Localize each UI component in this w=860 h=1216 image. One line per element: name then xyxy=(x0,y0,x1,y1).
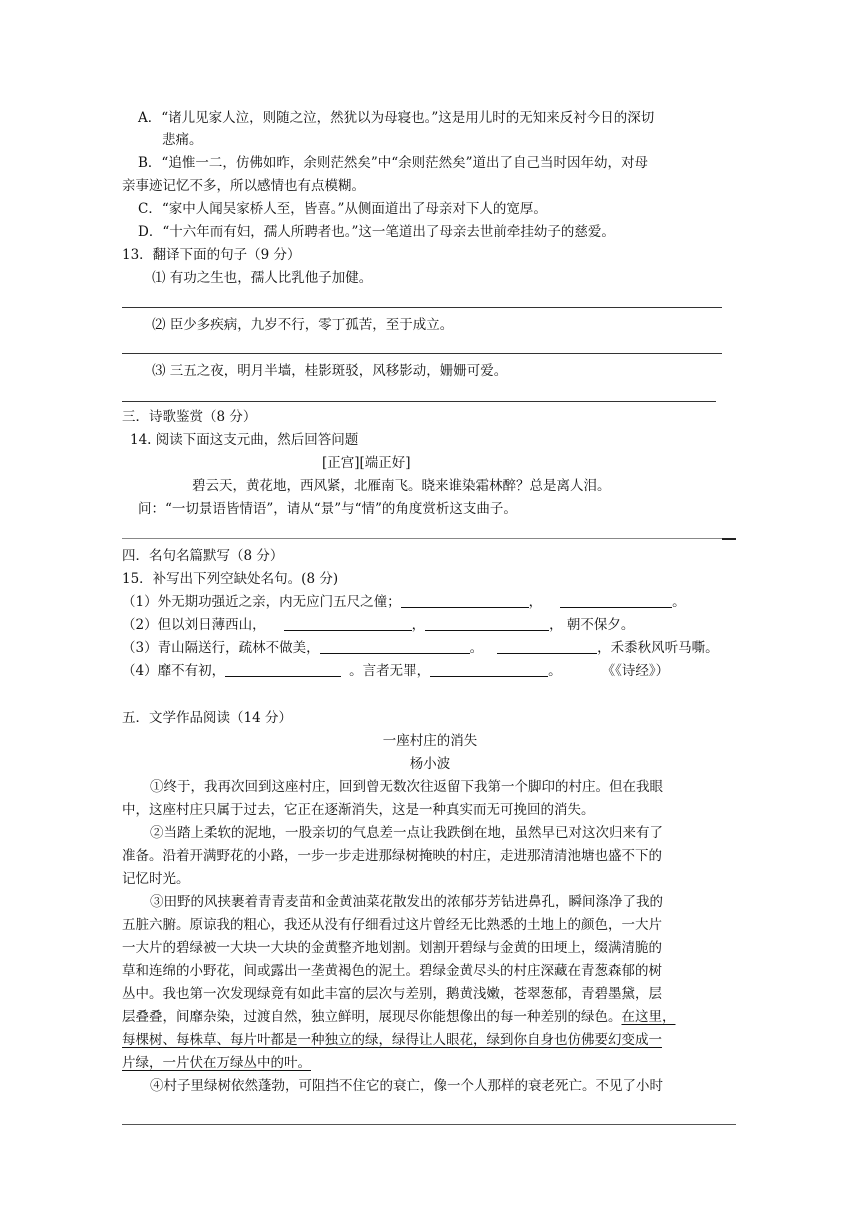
recite-line-4 xyxy=(122,662,669,680)
q12-option-b-line1: B．“追惟一二，仿佛如昨，余则茫然矣”中“余则茫然矣”道出了自己当时因年幼，对母 xyxy=(138,155,649,171)
poem-text: 碧云天，黄花地，西风紧，北雁南飞。晓来谁染霜林醉？总是离人泪。 xyxy=(192,478,611,494)
recite-4-end: 。 xyxy=(548,663,562,679)
recite-2-blank-1[interactable] xyxy=(284,616,412,631)
q13-sentence-1: ⑴ 有功之生也，孺人比乳他子加健。 xyxy=(152,270,373,286)
recite-line-1 xyxy=(122,593,686,611)
paragraph-3-line-6-text: 层叠叠，间靡杂染，过渡自然，独立鲜明，展现尽你能想像出的每一种差别的绿色。 xyxy=(122,1009,622,1025)
paragraph-3-line-6 xyxy=(122,1008,676,1026)
recite-1-text: （1）外无期功强近之亲，内无应门五尺之僮； xyxy=(122,594,401,610)
recite-4-blank-2[interactable] xyxy=(430,662,548,677)
answer-line-1 xyxy=(122,307,722,308)
q15-prompt: 15．补写出下列空缺处名句。(8 分) xyxy=(122,571,339,587)
paragraph-3-line-3: 一大片的碧绿被一大块一大块的金黄整齐地划割。划割开碧绿与金黄的田埂上，缀满清脆的 xyxy=(122,940,662,956)
answer-line-3 xyxy=(122,401,716,402)
paragraph-3-line-4: 草和连绵的小野花，间或露出一垄黄褐色的泥土。碧绿金黄尽头的村庄深藏在青葱森郁的树 xyxy=(122,963,662,979)
q14-question: 问：“一切景语皆情语”，请从“景”与“情”的角度赏析这支曲子。 xyxy=(138,501,517,517)
answer-line-4 xyxy=(122,538,722,539)
recite-1-blank-1[interactable] xyxy=(401,593,529,608)
recite-4-source: 《《诗经》） xyxy=(601,663,670,679)
underlined-sentence-line-2: 每棵树、每株草、每片叶都是一种独立的绿，绿得让人眼花，绿到你自身也仿佛要幻变成一 xyxy=(122,1032,662,1048)
q14-prompt: 14. 阅读下面这支元曲，然后回答问题 xyxy=(130,432,359,448)
article-title: 一座村庄的消失 xyxy=(382,733,478,749)
recite-line-2 xyxy=(122,616,634,634)
answer-line-4-end xyxy=(722,538,736,540)
recite-2-sep: ， xyxy=(411,617,426,633)
paragraph-3-line-5: 丛中。我也第一次发现绿竟有如此丰富的层次与差别，鹅黄浅嫩，苍翠葱郁，青碧墨黛，层 xyxy=(122,986,662,1002)
recite-3-blank-2[interactable] xyxy=(497,639,597,654)
q12-option-c: C．“家中人闻吴家桥人至，皆喜。”从侧面道出了母亲对下人的宽厚。 xyxy=(138,201,547,217)
paragraph-1-line-2: 中，这座村庄只属于过去，它正在逐渐消失，这是一种真实而无可挽回的消失。 xyxy=(122,802,595,818)
recite-line-3 xyxy=(122,639,719,657)
recite-3-end: ，禾黍秋风听马嘶。 xyxy=(597,640,719,656)
paragraph-3-line-1: ③田野的风挟裹着青青麦苗和金黄油菜花散发出的浓郁芬芳钻进鼻孔，瞬间涤净了我的 xyxy=(150,894,663,910)
q12-option-a-line2: 悲痛。 xyxy=(162,132,203,148)
article-author: 杨小波 xyxy=(409,756,451,772)
recite-2-text: （2）但以刘日薄西山， xyxy=(122,617,266,633)
q12-option-a-line1: A．“诸儿见家人泣，则随之泣，然犹以为母寝也。”这是用儿时的无知来反衬今日的深切 xyxy=(138,110,655,126)
q13-sentence-3: ⑶ 三五之夜，明月半墙，桂影斑驳，风移影动，姗姗可爱。 xyxy=(152,363,508,379)
q13-title: 13．翻译下面的句子（9 分） xyxy=(122,247,301,263)
section-4-title: 四．名句名篇默写（8 分） xyxy=(122,548,284,564)
recite-4-blank-1[interactable] xyxy=(225,662,341,677)
paragraph-2-line-1: ②当踏上柔软的泥地，一股亲切的气息差一点让我跌倒在地，虽然早已对这次归来有了 xyxy=(150,825,663,841)
poem-title: [正宫][端正好] xyxy=(322,455,411,471)
recite-3-text: （3）青山隔送行，疏林不做美， xyxy=(122,640,320,656)
recite-4-mid: 。言者无罪， xyxy=(349,663,431,679)
paragraph-2-line-3: 记忆时光。 xyxy=(122,871,190,887)
paragraph-3-line-2: 五脏六腑。原谅我的粗心，我还从没有仔细看过这片曾经无比熟悉的土地上的颜色，一大片 xyxy=(122,917,662,933)
recite-3-blank-1[interactable] xyxy=(320,639,470,654)
recite-2-blank-2[interactable] xyxy=(425,616,549,631)
section-5-title: 五．文学作品阅读（14 分） xyxy=(122,710,292,726)
q12-option-d: D．“十六年而有妇，孺人所聘者也。”这一笔道出了母亲去世前牵挂幼子的慈爱。 xyxy=(138,224,615,240)
paragraph-2-line-2: 准备。沿着开满野花的小路，一步一步走进那绿树掩映的村庄，走进那清清池塘也盛不下的 xyxy=(122,848,662,864)
section-3-title: 三．诗歌鉴赏（8 分） xyxy=(122,409,257,425)
recite-1-blank-2[interactable] xyxy=(560,593,672,608)
q13-sentence-2: ⑵ 臣少多疾病，九岁不行，零丁孤苦，至于成立。 xyxy=(152,317,454,333)
underlined-sentence-start: 在这里， xyxy=(621,1009,676,1025)
page-bottom-rule xyxy=(122,1124,736,1125)
underlined-sentence-line-3: 片绿，一片伏在万绿丛中的叶。 xyxy=(122,1055,311,1071)
paragraph-1-line-1: ①终于，我再次回到这座村庄，回到曾无数次往返留下我第一个脚印的村庄。但在我眼 xyxy=(150,779,663,795)
recite-2-end: ， 朝不保夕。 xyxy=(549,617,635,633)
answer-line-2 xyxy=(122,353,722,354)
recite-4-text: （4）靡不有初， xyxy=(122,663,226,679)
q12-option-b-line2: 亲事迹记忆不多，所以感情也有点模糊。 xyxy=(122,178,365,194)
recite-1-end: 。 xyxy=(672,594,686,610)
paragraph-4-line-1: ④村子里绿树依然蓬勃，可阻挡不住它的衰亡，像一个人那样的衰老死亡。不见了小时 xyxy=(150,1078,663,1094)
recite-1-sep: ， xyxy=(528,594,543,610)
recite-3-sep: 。 xyxy=(469,640,484,656)
